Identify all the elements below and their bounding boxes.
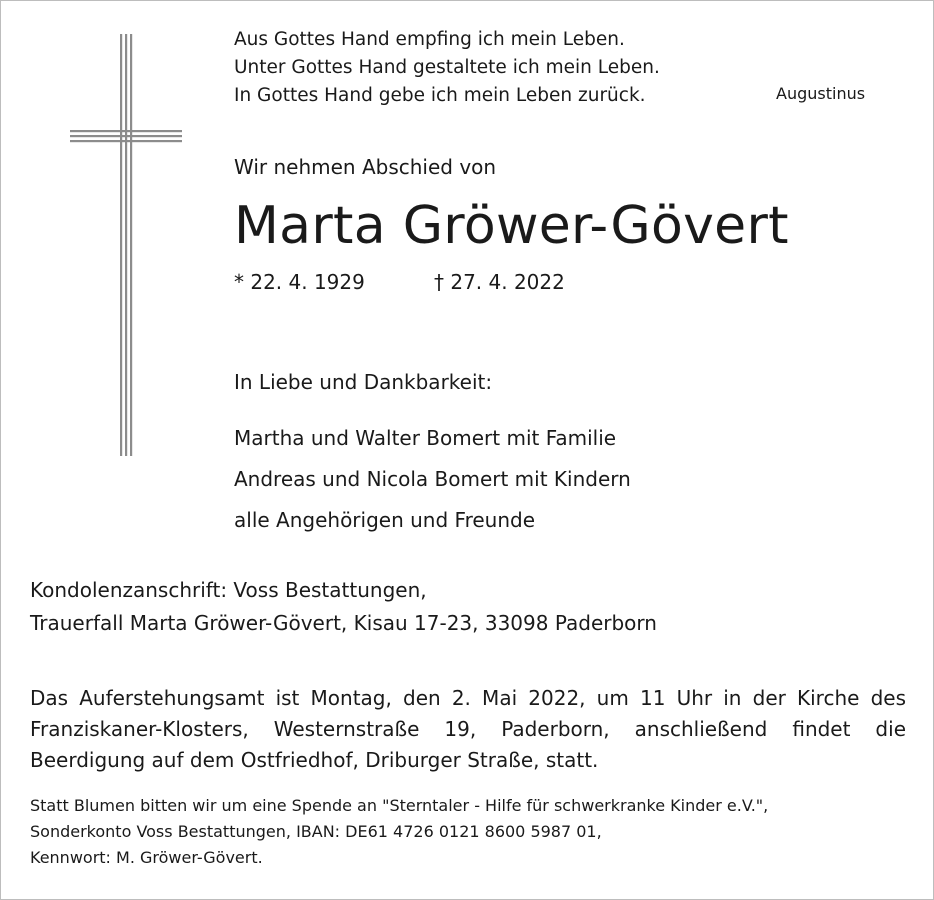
deceased-name: Marta Gröwer-Gövert	[234, 196, 789, 256]
service-line: Franziskaner-Klosters, Westernstraße 19, Paderborn, anschließend findet die	[30, 717, 906, 741]
death-date: † 27. 4. 2022	[434, 270, 565, 294]
mourner-entry: alle Angehörigen und Freunde	[234, 508, 536, 532]
donation-line: Statt Blumen bitten wir um eine Spende an "Sterntaler - Hilfe für schwerkranke Kinder e.V.",	[30, 796, 769, 815]
bible-quote	[234, 26, 660, 110]
condolence-address	[30, 574, 657, 640]
service-line: Beerdigung auf dem Ostfriedhof, Driburger Straße, statt.	[30, 748, 599, 772]
birth-date: * 22. 4. 1929	[234, 270, 365, 294]
life-dates	[234, 270, 565, 294]
quote-line: Aus Gottes Hand empfing ich mein Leben.	[234, 29, 625, 50]
quote-author: Augustinus	[776, 84, 866, 103]
mourner-entry: Martha und Walter Bomert mit Familie	[234, 426, 617, 450]
love-gratitude-line: In Liebe und Dankbarkeit:	[234, 370, 493, 394]
farewell-intro: Wir nehmen Abschied von	[234, 155, 497, 179]
service-line: Das Auferstehungsamt ist Montag, den 2. Mai 2022, um 11 Uhr in der Kirche des	[30, 686, 906, 710]
cross-icon	[70, 34, 182, 456]
quote-line: In Gottes Hand gebe ich mein Leben zurück.	[234, 85, 646, 106]
mourner-entry: Andreas und Nicola Bomert mit Kindern	[234, 467, 631, 491]
donation-line: Kennwort: M. Gröwer-Gövert.	[30, 848, 263, 867]
donation-line: Sonderkonto Voss Bestattungen, IBAN: DE61 4726 0121 8600 5987 01,	[30, 822, 602, 841]
mourners-list	[234, 418, 631, 541]
donation-info	[30, 793, 768, 871]
quote-line: Unter Gottes Hand gestaltete ich mein Leben.	[234, 57, 660, 78]
funeral-service-info	[30, 683, 906, 776]
condolence-line: Trauerfall Marta Gröwer-Gövert, Kisau 17-23, 33098 Paderborn	[30, 611, 657, 635]
condolence-line: Kondolenzanschrift: Voss Bestattungen,	[30, 578, 427, 602]
